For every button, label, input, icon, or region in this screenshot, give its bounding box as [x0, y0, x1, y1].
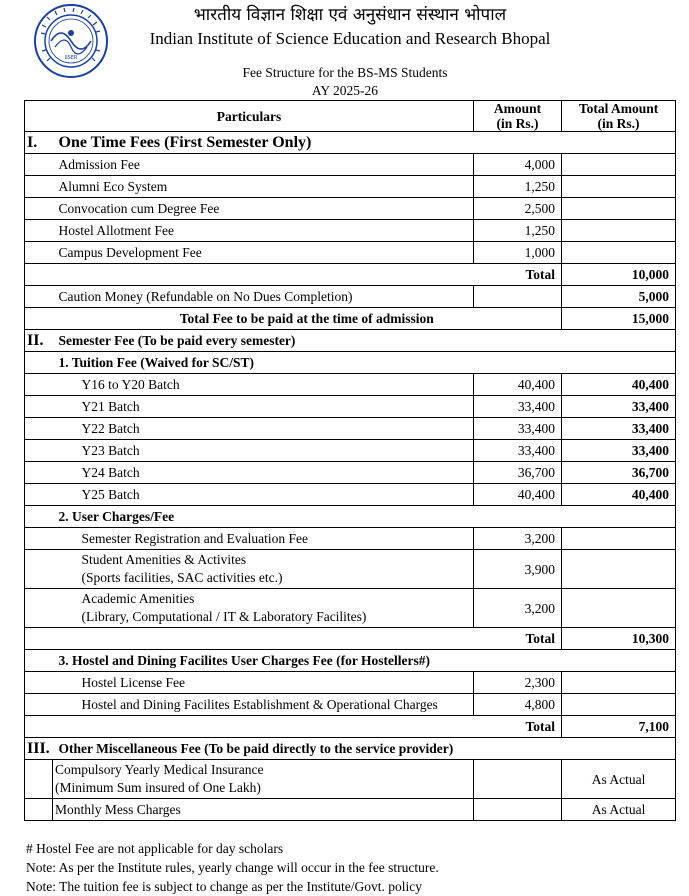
row-amount: 4,800 — [474, 694, 562, 716]
batch-amount: 33,400 — [474, 418, 562, 440]
batch-total: 36,700 — [562, 462, 676, 484]
institute-name-english: Indian Institute of Science Education and Research Bhopal — [149, 29, 551, 48]
subsection-title: 1. Tuition Fee (Waived for SC/ST) — [53, 352, 676, 374]
table-row — [25, 760, 676, 799]
row-amount: 1,250 — [474, 220, 562, 242]
table-row — [25, 672, 676, 694]
table-row — [25, 799, 676, 821]
row-label: Convocation cum Degree Fee — [53, 198, 474, 220]
batch-total: 40,400 — [562, 374, 676, 396]
svg-text:IISER: IISER — [64, 55, 78, 61]
batch-amount: 40,400 — [474, 374, 562, 396]
table-row — [25, 176, 676, 198]
institute-logo-icon — [33, 3, 109, 79]
total-row — [25, 628, 676, 650]
batch-label: Y16 to Y20 Batch — [53, 374, 474, 396]
batch-total: 33,400 — [562, 418, 676, 440]
section-number: I. — [25, 132, 53, 154]
table-row — [25, 550, 676, 589]
caution-money-label: Caution Money (Refundable on No Dues Completion) — [53, 286, 474, 308]
section-heading-row — [25, 738, 676, 760]
row-label — [53, 760, 474, 799]
academic-year: AY 2025-26 — [311, 83, 379, 98]
row-label: Hostel and Dining Facilites Establishment & Operational Charges — [53, 694, 474, 716]
section-title: One Time Fees (First Semester Only) — [53, 132, 676, 154]
row-label — [53, 589, 474, 628]
batch-label: Y22 Batch — [53, 418, 474, 440]
table-row — [25, 484, 676, 506]
row-total: As Actual — [562, 799, 676, 821]
section-title: Semester Fee (To be paid every semester) — [53, 330, 676, 352]
row-label: Campus Development Fee — [53, 242, 474, 264]
table-row — [25, 462, 676, 484]
batch-label: Y25 Batch — [53, 484, 474, 506]
subsection-heading-row — [25, 650, 676, 672]
table-row — [25, 528, 676, 550]
section-heading-row — [25, 330, 676, 352]
row-label: Hostel License Fee — [53, 672, 474, 694]
row-label-line1: Student Amenities & Activites — [81, 552, 247, 567]
section-title: Other Miscellaneous Fee (To be paid directly to the service provider) — [53, 738, 676, 760]
table-row — [25, 589, 676, 628]
table-row — [25, 220, 676, 242]
row-label-line1: Compulsory Yearly Medical Insurance — [55, 762, 264, 777]
row-label: Hostel Allotment Fee — [53, 220, 474, 242]
table-row — [25, 242, 676, 264]
row-amount: 3,900 — [474, 550, 562, 589]
document-title: Fee Structure for the BS-MS Students — [242, 65, 448, 80]
batch-label: Y21 Batch — [53, 396, 474, 418]
table-row — [25, 694, 676, 716]
total-row — [25, 264, 676, 286]
total-label: Total — [53, 264, 562, 286]
table-row — [25, 374, 676, 396]
footnote: # Hostel Fee are not applicable for day scholars — [26, 841, 284, 856]
batch-amount: 33,400 — [474, 396, 562, 418]
table-row — [25, 154, 676, 176]
row-amount: 2,300 — [474, 672, 562, 694]
row-label-line1: Academic Amenities — [81, 591, 195, 606]
header-amount-line1: Amount — [493, 101, 542, 116]
row-label: Admission Fee — [53, 154, 474, 176]
row-amount: 1,000 — [474, 242, 562, 264]
admission-total-label: Total Fee to be paid at the time of admission — [53, 308, 562, 330]
fee-structure-table — [24, 100, 676, 821]
subsection-title: 3. Hostel and Dining Facilites User Charges Fee (for Hostellers#) — [53, 650, 676, 672]
total-value: 10,000 — [562, 264, 676, 286]
batch-amount: 36,700 — [474, 462, 562, 484]
total-value: 10,300 — [562, 628, 676, 650]
row-label-line2: (Sports facilities, SAC activities etc.) — [81, 570, 283, 585]
batch-total: 33,400 — [562, 396, 676, 418]
header-total-line2: (in Rs.) — [597, 116, 640, 131]
subsection-title: 2. User Charges/Fee — [53, 506, 676, 528]
section-number: II. — [25, 330, 53, 352]
batch-total: 33,400 — [562, 440, 676, 462]
header-amount-line2: (in Rs.) — [496, 116, 539, 131]
row-label — [53, 550, 474, 589]
table-row — [25, 198, 676, 220]
total-row — [25, 716, 676, 738]
row-label: Monthly Mess Charges — [53, 799, 474, 821]
admission-total-value: 15,000 — [562, 308, 676, 330]
total-row — [25, 308, 676, 330]
subsection-heading-row — [25, 506, 676, 528]
total-label: Total — [53, 628, 562, 650]
table-row — [25, 286, 676, 308]
table-header-row — [25, 101, 676, 132]
batch-label: Y24 Batch — [53, 462, 474, 484]
section-heading-row — [25, 132, 676, 154]
subsection-heading-row — [25, 352, 676, 374]
footnote: Note: As per the Institute rules, yearly change will occur in the fee structure. — [26, 860, 439, 875]
footnote: Note: The tuition fee is subject to change as per the Institute/Govt. policy — [26, 879, 423, 894]
row-amount: 1,250 — [474, 176, 562, 198]
table-row — [25, 396, 676, 418]
row-amount: 4,000 — [474, 154, 562, 176]
table-row — [25, 418, 676, 440]
batch-total: 40,400 — [562, 484, 676, 506]
row-amount: 2,500 — [474, 198, 562, 220]
row-label: Semester Registration and Evaluation Fee — [53, 528, 474, 550]
batch-label: Y23 Batch — [53, 440, 474, 462]
row-total: As Actual — [562, 760, 676, 799]
row-amount: 3,200 — [474, 528, 562, 550]
row-label-line2: (Minimum Sum insured of One Lakh) — [55, 780, 261, 795]
row-label: Alumni Eco System — [53, 176, 474, 198]
total-value: 7,100 — [562, 716, 676, 738]
header-amount — [474, 101, 562, 132]
header-total-line1: Total Amount — [578, 101, 659, 116]
batch-amount: 40,400 — [474, 484, 562, 506]
header-particulars: Particulars — [25, 101, 474, 132]
row-amount: 3,200 — [474, 589, 562, 628]
batch-amount: 33,400 — [474, 440, 562, 462]
total-label: Total — [53, 716, 562, 738]
section-number: III. — [25, 738, 53, 760]
institute-name-hindi: भारतीय विज्ञान शिक्षा एवं अनुसंधान संस्थान भोपाल — [193, 5, 507, 25]
caution-money-value: 5,000 — [562, 286, 676, 308]
footnotes — [26, 839, 439, 896]
header-total — [562, 101, 676, 132]
row-label-line2: (Library, Computational / IT & Laboratory Facilites) — [81, 609, 367, 624]
table-row — [25, 440, 676, 462]
